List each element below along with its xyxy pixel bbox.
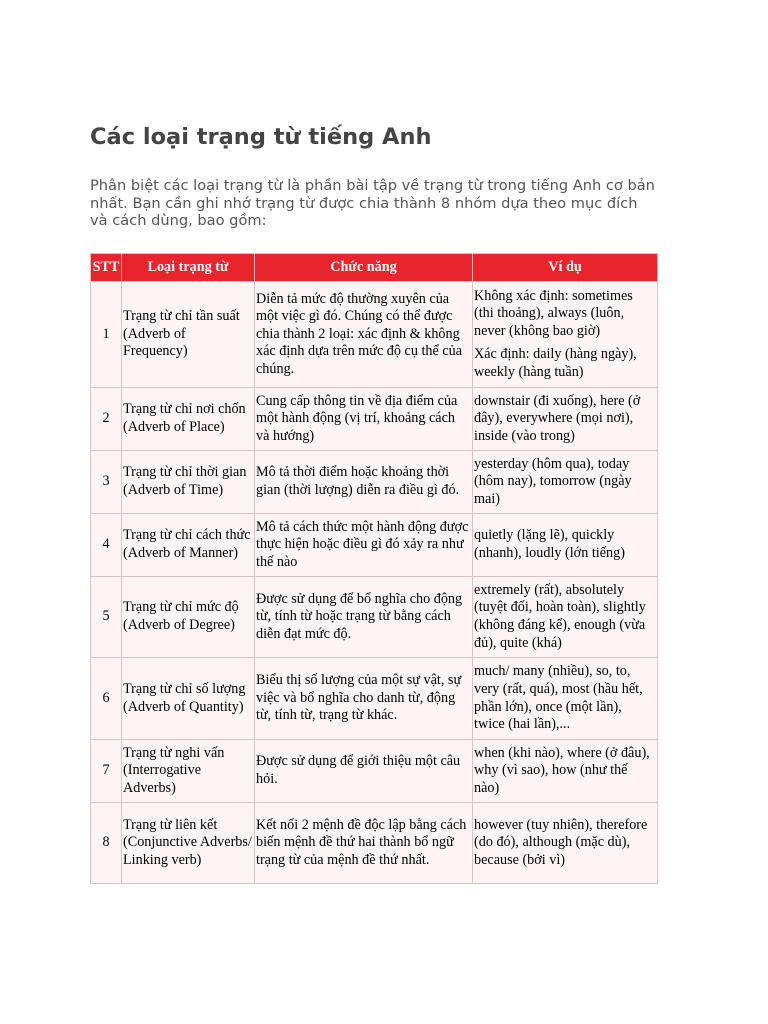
cell-example: when (khi nào), where (ở đâu), why (vì sao), how (như thế nào) (473, 740, 658, 803)
cell-example: yesterday (hôm qua), today (hôm nay), tomorrow (ngày mai) (473, 451, 658, 514)
cell-function: Được sử dụng để giới thiệu một câu hỏi. (255, 740, 473, 803)
cell-type: Trạng từ liên kết (Conjunctive Adverbs/ Linking verb) (122, 803, 255, 884)
adverb-types-table (90, 253, 658, 884)
table-row (91, 740, 658, 803)
cell-type: Trạng từ chỉ thời gian (Adverb of Time) (122, 451, 255, 514)
cell-function: Cung cấp thông tin về địa điểm của một hành động (vị trí, khoảng cách và hướng) (255, 388, 473, 451)
cell-stt: 1 (91, 282, 122, 388)
table-row (91, 514, 658, 577)
cell-function: Mô tả thời điểm hoặc khoảng thời gian (thời lượng) diễn ra điều gì đó. (255, 451, 473, 514)
cell-stt: 5 (91, 577, 122, 658)
table-row (91, 803, 658, 884)
cell-function: Được sử dụng để bổ nghĩa cho động từ, tính từ hoặc trạng từ bằng cách diễn đạt mức độ. (255, 577, 473, 658)
cell-stt: 2 (91, 388, 122, 451)
cell-function: Mô tả cách thức một hành động được thực hiện hoặc điều gì đó xảy ra như thế nào (255, 514, 473, 577)
cell-type: Trạng từ chỉ tần suất (Adverb of Frequency) (122, 282, 255, 388)
cell-stt: 7 (91, 740, 122, 803)
cell-example: quietly (lặng lẽ), quickly (nhanh), loudly (lớn tiếng) (473, 514, 658, 577)
cell-function: Biểu thị số lượng của một sự vật, sự việc và bổ nghĩa cho danh từ, động từ, tính từ, trạng từ khác. (255, 658, 473, 740)
header-example: Ví dụ (473, 254, 658, 282)
cell-stt: 6 (91, 658, 122, 740)
cell-stt: 4 (91, 514, 122, 577)
intro-paragraph: Phân biệt các loại trạng từ là phần bài tập về trạng từ trong tiếng Anh cơ bản nhất. Bạn cần ghi nhớ trạng từ được chia thành 8 nhóm dựa theo mục đích và cách dùng, bao gồm: (90, 177, 655, 229)
page-title: Các loại trạng từ tiếng Anh (90, 124, 432, 150)
cell-function: Diễn tả mức độ thường xuyên của một việc gì đó. Chúng có thể được chia thành 2 loại: xác định & không xác định dựa trên mức độ cụ thể của chúng. (255, 282, 473, 388)
cell-stt: 3 (91, 451, 122, 514)
header-stt: STT (91, 254, 122, 282)
cell-type: Trạng từ nghi vấn (Interrogative Adverbs) (122, 740, 255, 803)
table-header-row (91, 254, 658, 282)
table-row (91, 658, 658, 740)
header-type: Loại trạng từ (122, 254, 255, 282)
table-row (91, 388, 658, 451)
header-function: Chức năng (255, 254, 473, 282)
table-row (91, 577, 658, 658)
table-row (91, 451, 658, 514)
example-indefinite: Không xác định: sometimes (thi thoảng), always (luôn, never (không bao giờ) (474, 287, 633, 339)
cell-function: Kết nối 2 mệnh đề độc lập bằng cách biến mệnh đề thứ hai thành bổ ngữ trạng từ của mệnh đề thứ nhất. (255, 803, 473, 884)
cell-example: downstair (đi xuống), here (ở đây), everywhere (mọi nơi), inside (vào trong) (473, 388, 658, 451)
cell-example (473, 282, 658, 388)
cell-example: extremely (rất), absolutely (tuyệt đối, hoàn toàn), slightly (không đáng kể), enough (vừa đủ), quite (khá) (473, 577, 658, 658)
cell-example: much/ many (nhiều), so, to, very (rất, quá), most (hầu hết, phần lớn), once (một lần), twice (hai lần),... (473, 658, 658, 740)
cell-type: Trạng từ chỉ mức độ (Adverb of Degree) (122, 577, 255, 658)
cell-type: Trạng từ chỉ số lượng (Adverb of Quantity) (122, 658, 255, 740)
cell-type: Trạng từ chỉ nơi chốn (Adverb of Place) (122, 388, 255, 451)
cell-stt: 8 (91, 803, 122, 884)
cell-type: Trạng từ chỉ cách thức (Adverb of Manner) (122, 514, 255, 577)
table-row (91, 282, 658, 388)
cell-example: however (tuy nhiên), therefore (do đó), although (mặc dù), because (bởi vì) (473, 803, 658, 884)
example-definite: Xác định: daily (hàng ngày), weekly (hàng tuần) (474, 346, 637, 380)
